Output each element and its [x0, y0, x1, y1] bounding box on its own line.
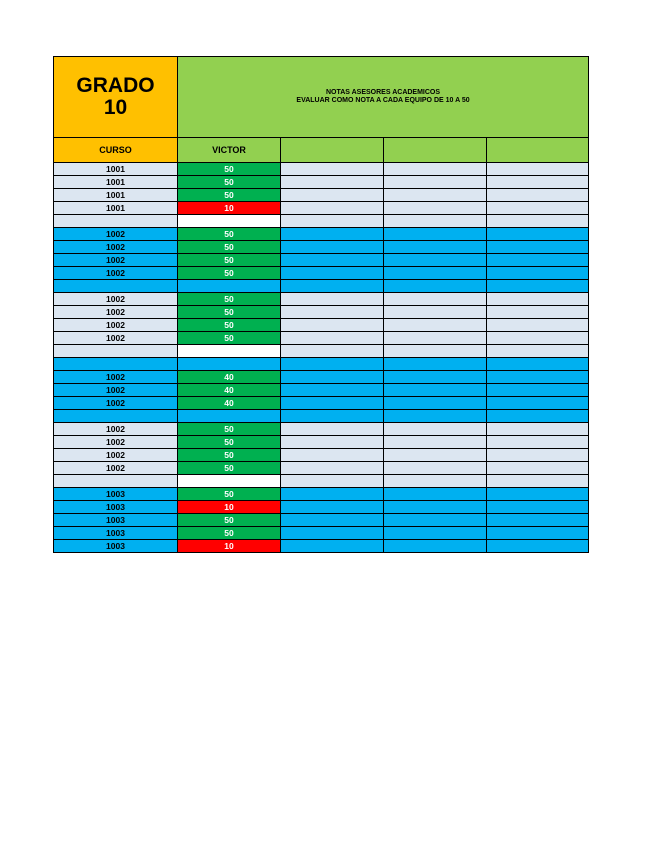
- empty-cell[interactable]: [281, 462, 384, 475]
- sheet-title-cell[interactable]: [178, 57, 589, 138]
- table-row: [54, 202, 589, 215]
- nota-cell[interactable]: 50: [178, 462, 281, 475]
- column-header-victor[interactable]: VICTOR: [178, 138, 281, 163]
- curso-cell[interactable]: [54, 475, 178, 488]
- nota-cell[interactable]: [178, 280, 281, 293]
- empty-cell[interactable]: [281, 384, 384, 397]
- table-row: [54, 371, 589, 384]
- curso-cell[interactable]: 1002: [54, 293, 178, 306]
- empty-cell[interactable]: [281, 514, 384, 527]
- table-row: [54, 293, 589, 306]
- table-row: [54, 332, 589, 345]
- table-row: [54, 176, 589, 189]
- curso-cell[interactable]: 1003: [54, 501, 178, 514]
- table-row: [54, 501, 589, 514]
- empty-cell[interactable]: [487, 163, 589, 176]
- empty-cell[interactable]: [384, 319, 487, 332]
- empty-cell[interactable]: [487, 488, 589, 501]
- nota-cell[interactable]: 10: [178, 501, 281, 514]
- nota-cell[interactable]: [178, 475, 281, 488]
- empty-cell[interactable]: [384, 176, 487, 189]
- empty-cell[interactable]: [487, 423, 589, 436]
- curso-cell[interactable]: 1003: [54, 527, 178, 540]
- nota-cell[interactable]: 50: [178, 332, 281, 345]
- column-header-empty[interactable]: [487, 138, 589, 163]
- empty-cell[interactable]: [384, 527, 487, 540]
- empty-cell[interactable]: [281, 280, 384, 293]
- empty-cell[interactable]: [281, 423, 384, 436]
- nota-cell[interactable]: 50: [178, 228, 281, 241]
- empty-cell[interactable]: [487, 436, 589, 449]
- empty-cell[interactable]: [384, 332, 487, 345]
- nota-cell[interactable]: [178, 410, 281, 423]
- empty-cell[interactable]: [487, 449, 589, 462]
- empty-cell[interactable]: [384, 514, 487, 527]
- empty-cell[interactable]: [384, 215, 487, 228]
- empty-cell[interactable]: [487, 215, 589, 228]
- empty-cell[interactable]: [487, 540, 589, 553]
- nota-cell[interactable]: 40: [178, 384, 281, 397]
- nota-cell[interactable]: 50: [178, 514, 281, 527]
- curso-cell[interactable]: [54, 215, 178, 228]
- empty-cell[interactable]: [281, 358, 384, 371]
- curso-cell[interactable]: 1002: [54, 384, 178, 397]
- nota-cell[interactable]: 50: [178, 267, 281, 280]
- grades-sheet: [53, 56, 589, 553]
- nota-cell[interactable]: 50: [178, 423, 281, 436]
- table-row: [54, 514, 589, 527]
- nota-cell[interactable]: 50: [178, 319, 281, 332]
- column-header-empty[interactable]: [384, 138, 487, 163]
- nota-cell[interactable]: 50: [178, 176, 281, 189]
- table-row: [54, 410, 589, 423]
- empty-cell[interactable]: [384, 423, 487, 436]
- nota-cell[interactable]: [178, 358, 281, 371]
- empty-cell[interactable]: [384, 449, 487, 462]
- empty-cell[interactable]: [384, 384, 487, 397]
- empty-cell[interactable]: [487, 267, 589, 280]
- empty-cell[interactable]: [281, 189, 384, 202]
- nota-cell[interactable]: 50: [178, 293, 281, 306]
- table-row: [54, 267, 589, 280]
- empty-cell[interactable]: [384, 293, 487, 306]
- empty-cell[interactable]: [281, 215, 384, 228]
- empty-cell[interactable]: [384, 241, 487, 254]
- sheet-body: [54, 163, 589, 553]
- curso-cell[interactable]: 1001: [54, 163, 178, 176]
- column-header-empty[interactable]: [281, 138, 384, 163]
- curso-cell[interactable]: 1001: [54, 189, 178, 202]
- curso-cell[interactable]: 1002: [54, 449, 178, 462]
- empty-cell[interactable]: [281, 163, 384, 176]
- curso-cell[interactable]: 1002: [54, 462, 178, 475]
- empty-cell[interactable]: [487, 358, 589, 371]
- sheet-title-line2: EVALUAR COMO NOTA A CADA EQUIPO DE 10 A 50: [296, 97, 470, 104]
- table-row: [54, 488, 589, 501]
- empty-cell[interactable]: [487, 332, 589, 345]
- curso-cell[interactable]: [54, 358, 178, 371]
- column-header-row: [54, 138, 589, 163]
- empty-cell[interactable]: [281, 527, 384, 540]
- title-row: [54, 57, 589, 138]
- curso-cell[interactable]: 1001: [54, 202, 178, 215]
- nota-cell[interactable]: 50: [178, 449, 281, 462]
- empty-cell[interactable]: [487, 514, 589, 527]
- table-row: [54, 215, 589, 228]
- nota-cell[interactable]: 50: [178, 527, 281, 540]
- curso-cell[interactable]: 1002: [54, 241, 178, 254]
- table-row: [54, 189, 589, 202]
- empty-cell[interactable]: [384, 254, 487, 267]
- empty-cell[interactable]: [384, 436, 487, 449]
- empty-cell[interactable]: [487, 202, 589, 215]
- curso-cell[interactable]: 1003: [54, 540, 178, 553]
- empty-cell[interactable]: [281, 319, 384, 332]
- nota-cell[interactable]: 50: [178, 254, 281, 267]
- curso-cell[interactable]: 1002: [54, 371, 178, 384]
- curso-cell[interactable]: 1002: [54, 228, 178, 241]
- empty-cell[interactable]: [487, 462, 589, 475]
- empty-cell[interactable]: [384, 475, 487, 488]
- empty-cell[interactable]: [384, 163, 487, 176]
- empty-cell[interactable]: [487, 501, 589, 514]
- grado-number: 10: [103, 96, 128, 119]
- empty-cell[interactable]: [487, 176, 589, 189]
- curso-cell[interactable]: 1002: [54, 254, 178, 267]
- curso-cell[interactable]: [54, 345, 178, 358]
- table-row: [54, 475, 589, 488]
- nota-cell[interactable]: 50: [178, 163, 281, 176]
- empty-cell[interactable]: [487, 371, 589, 384]
- curso-cell[interactable]: 1002: [54, 319, 178, 332]
- nota-cell[interactable]: 10: [178, 540, 281, 553]
- empty-cell[interactable]: [384, 462, 487, 475]
- empty-cell[interactable]: [384, 358, 487, 371]
- nota-cell[interactable]: [178, 215, 281, 228]
- empty-cell[interactable]: [487, 280, 589, 293]
- empty-cell[interactable]: [384, 267, 487, 280]
- empty-cell[interactable]: [384, 280, 487, 293]
- empty-cell[interactable]: [281, 371, 384, 384]
- empty-cell[interactable]: [384, 228, 487, 241]
- empty-cell[interactable]: [384, 488, 487, 501]
- empty-cell[interactable]: [384, 345, 487, 358]
- curso-cell[interactable]: 1002: [54, 267, 178, 280]
- curso-cell[interactable]: [54, 410, 178, 423]
- table-row: [54, 319, 589, 332]
- curso-cell[interactable]: [54, 280, 178, 293]
- nota-cell[interactable]: 40: [178, 397, 281, 410]
- table-row: [54, 436, 589, 449]
- table-row: [54, 345, 589, 358]
- empty-cell[interactable]: [384, 189, 487, 202]
- nota-cell[interactable]: 50: [178, 241, 281, 254]
- empty-cell[interactable]: [384, 501, 487, 514]
- table-row: [54, 449, 589, 462]
- empty-cell[interactable]: [281, 293, 384, 306]
- table-row: [54, 527, 589, 540]
- curso-cell[interactable]: 1002: [54, 423, 178, 436]
- empty-cell[interactable]: [487, 345, 589, 358]
- curso-cell[interactable]: 1003: [54, 488, 178, 501]
- empty-cell[interactable]: [487, 319, 589, 332]
- empty-cell[interactable]: [384, 397, 487, 410]
- table-row: [54, 462, 589, 475]
- nota-cell[interactable]: 50: [178, 488, 281, 501]
- empty-cell[interactable]: [281, 397, 384, 410]
- curso-cell[interactable]: 1003: [54, 514, 178, 527]
- empty-cell[interactable]: [281, 540, 384, 553]
- column-header-curso[interactable]: CURSO: [54, 138, 178, 163]
- empty-cell[interactable]: [487, 306, 589, 319]
- table-row: [54, 306, 589, 319]
- table-row: [54, 540, 589, 553]
- nota-cell[interactable]: [178, 345, 281, 358]
- empty-cell[interactable]: [281, 488, 384, 501]
- empty-cell[interactable]: [281, 228, 384, 241]
- empty-cell[interactable]: [487, 527, 589, 540]
- empty-cell[interactable]: [384, 540, 487, 553]
- curso-cell[interactable]: 1002: [54, 397, 178, 410]
- empty-cell[interactable]: [281, 306, 384, 319]
- empty-cell[interactable]: [281, 176, 384, 189]
- curso-cell[interactable]: 1001: [54, 176, 178, 189]
- empty-cell[interactable]: [487, 254, 589, 267]
- table-row: [54, 384, 589, 397]
- sheet-title-line1: NOTAS ASESORES ACADEMICOS: [325, 89, 441, 96]
- empty-cell[interactable]: [487, 293, 589, 306]
- empty-cell[interactable]: [384, 410, 487, 423]
- empty-cell[interactable]: [487, 410, 589, 423]
- empty-cell[interactable]: [384, 202, 487, 215]
- curso-cell[interactable]: 1002: [54, 332, 178, 345]
- empty-cell[interactable]: [384, 306, 487, 319]
- empty-cell[interactable]: [281, 501, 384, 514]
- curso-cell[interactable]: 1002: [54, 306, 178, 319]
- nota-cell[interactable]: 40: [178, 371, 281, 384]
- empty-cell[interactable]: [281, 410, 384, 423]
- nota-cell[interactable]: 50: [178, 189, 281, 202]
- nota-cell[interactable]: 10: [178, 202, 281, 215]
- nota-cell[interactable]: 50: [178, 436, 281, 449]
- empty-cell[interactable]: [281, 345, 384, 358]
- curso-cell[interactable]: 1002: [54, 436, 178, 449]
- nota-cell[interactable]: 50: [178, 306, 281, 319]
- table-row: [54, 423, 589, 436]
- empty-cell[interactable]: [281, 332, 384, 345]
- empty-cell[interactable]: [487, 228, 589, 241]
- empty-cell[interactable]: [487, 475, 589, 488]
- empty-cell[interactable]: [281, 449, 384, 462]
- table-row: [54, 241, 589, 254]
- empty-cell[interactable]: [281, 475, 384, 488]
- grado-word: GRADO: [76, 74, 155, 97]
- empty-cell[interactable]: [281, 202, 384, 215]
- table-row: [54, 280, 589, 293]
- empty-cell[interactable]: [281, 267, 384, 280]
- empty-cell[interactable]: [384, 371, 487, 384]
- table-row: [54, 358, 589, 371]
- table-row: [54, 163, 589, 176]
- grado-cell[interactable]: [54, 57, 178, 138]
- empty-cell[interactable]: [281, 254, 384, 267]
- empty-cell[interactable]: [487, 397, 589, 410]
- table-row: [54, 397, 589, 410]
- table-row: [54, 228, 589, 241]
- table-row: [54, 254, 589, 267]
- empty-cell[interactable]: [487, 241, 589, 254]
- empty-cell[interactable]: [281, 436, 384, 449]
- empty-cell[interactable]: [281, 241, 384, 254]
- empty-cell[interactable]: [487, 384, 589, 397]
- empty-cell[interactable]: [487, 189, 589, 202]
